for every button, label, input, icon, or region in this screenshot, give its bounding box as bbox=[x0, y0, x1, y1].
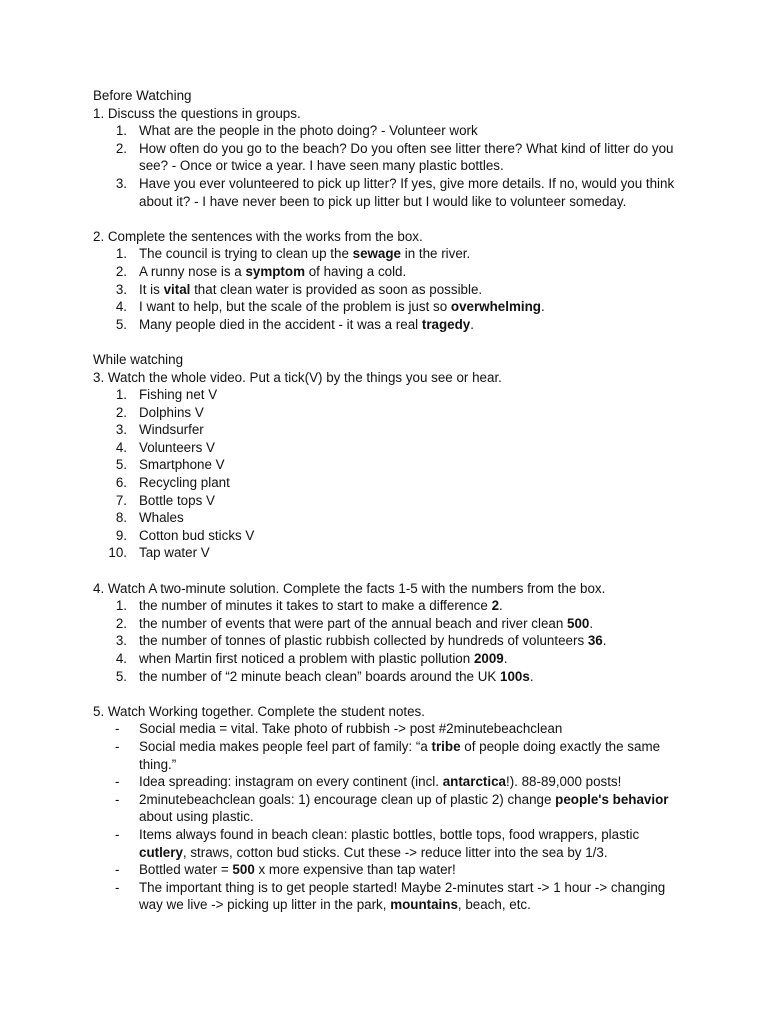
text-run: Dolphins V bbox=[139, 404, 204, 420]
text-run: of people doing exactly the same thing.” bbox=[139, 738, 661, 772]
note-item bbox=[93, 826, 683, 861]
answer-text: 2009 bbox=[473, 651, 504, 666]
answer-text: cutlery bbox=[139, 844, 183, 860]
item-number: 3. bbox=[115, 633, 127, 649]
section-2 bbox=[93, 228, 683, 334]
list-item bbox=[93, 122, 683, 140]
text-run: The council is trying to clean up the bbox=[139, 246, 353, 262]
item-number: 2. bbox=[115, 404, 127, 420]
item-number: 1. bbox=[115, 387, 127, 403]
text-run: Whales bbox=[139, 510, 184, 526]
list-item bbox=[93, 316, 683, 334]
text-run: . bbox=[529, 668, 534, 684]
list-item bbox=[93, 263, 683, 281]
item-text bbox=[139, 299, 545, 314]
text-run: the number of tonnes of plastic rubbish collected by hundreds of volunteers bbox=[139, 633, 588, 649]
section-1 bbox=[93, 87, 683, 210]
question-instruction: 5. Watch Working together. Complete the student notes. bbox=[93, 703, 425, 719]
text-run: 2minutebeachclean goals: 1) encourage clean up of plastic 2) change bbox=[139, 791, 556, 807]
question-instruction: 3. Watch the whole video. Put a tick(V) by the things you see or hear. bbox=[93, 369, 502, 385]
text-run: Volunteers V bbox=[139, 439, 215, 455]
text-run: Bottled water = bbox=[139, 862, 233, 878]
item-text bbox=[139, 880, 665, 913]
text-run: Windsurfer bbox=[139, 422, 204, 438]
section-3 bbox=[93, 351, 683, 562]
note-item bbox=[93, 773, 683, 791]
list-item bbox=[93, 474, 683, 492]
note-item bbox=[93, 861, 683, 879]
item-text bbox=[139, 827, 639, 860]
item-text bbox=[139, 598, 503, 613]
text-run: that clean water is provided as soon as possible. bbox=[190, 281, 483, 297]
numbered-list bbox=[93, 597, 683, 685]
dash-marker: - bbox=[115, 826, 120, 842]
text-run: Bottle tops V bbox=[139, 492, 215, 508]
answer-text: symptom bbox=[245, 263, 305, 279]
list-item bbox=[93, 492, 683, 510]
text-run: A runny nose is a bbox=[139, 263, 246, 279]
question-instruction: 4. Watch A two-minute solution. Complete the facts 1-5 with the numbers from the box. bbox=[93, 580, 606, 596]
list-item bbox=[93, 509, 683, 527]
dash-marker: - bbox=[115, 879, 120, 895]
item-text bbox=[139, 792, 668, 825]
text-run: x more expensive than tap water! bbox=[254, 862, 456, 878]
answer-text: tribe bbox=[431, 738, 461, 754]
item-text bbox=[139, 282, 482, 297]
note-item bbox=[93, 738, 683, 773]
text-run: The important thing is to get people started! Maybe 2-minutes start -> 1 hour -> changing way we live -> picking up litter in the park, bbox=[139, 879, 666, 913]
list-item bbox=[93, 404, 683, 422]
item-number: 3. bbox=[115, 281, 127, 297]
section-heading: While watching bbox=[93, 351, 184, 367]
list-item bbox=[93, 650, 683, 668]
answer-text: overwhelming bbox=[450, 299, 541, 315]
answer-text: vital bbox=[163, 281, 191, 297]
item-number: 2. bbox=[115, 615, 127, 631]
item-text bbox=[139, 721, 562, 736]
list-item bbox=[93, 668, 683, 686]
item-number: 9. bbox=[115, 527, 127, 543]
text-run: Tap water V bbox=[139, 545, 210, 561]
answer-text: tragedy bbox=[421, 316, 471, 332]
list-item bbox=[93, 456, 683, 474]
item-text bbox=[139, 633, 607, 648]
list-item bbox=[93, 527, 683, 545]
section-4 bbox=[93, 580, 683, 686]
item-text bbox=[139, 422, 204, 437]
answer-text: mountains bbox=[390, 897, 458, 913]
text-run: . bbox=[602, 633, 607, 649]
text-run: . bbox=[503, 651, 508, 666]
section-spacer bbox=[93, 333, 683, 351]
list-item bbox=[93, 245, 683, 263]
dash-marker: - bbox=[115, 721, 120, 737]
item-number: 6. bbox=[115, 475, 127, 491]
list-item bbox=[93, 544, 683, 562]
list-item bbox=[93, 140, 683, 175]
list-item bbox=[93, 421, 683, 439]
text-run: Many people died in the accident - it was a real bbox=[139, 316, 422, 332]
section-spacer bbox=[93, 210, 683, 228]
text-run: Idea spreading: instagram on every continent (incl. bbox=[139, 774, 443, 790]
text-run: . bbox=[589, 615, 594, 631]
answer-text: 500 bbox=[567, 615, 590, 631]
numbered-list bbox=[93, 245, 683, 333]
text-run: the number of “2 minute beach clean” boards around the UK bbox=[139, 668, 501, 684]
item-number: 4. bbox=[115, 299, 127, 315]
item-text bbox=[139, 475, 230, 490]
list-item bbox=[93, 597, 683, 615]
item-text bbox=[139, 246, 470, 261]
numbered-list bbox=[93, 122, 683, 210]
item-text bbox=[139, 493, 215, 508]
item-number: 3. bbox=[115, 422, 127, 438]
item-text bbox=[139, 616, 593, 631]
item-text bbox=[139, 651, 507, 666]
section-spacer bbox=[93, 685, 683, 703]
item-number: 5. bbox=[115, 457, 127, 473]
text-run: How often do you go to the beach? Do you often see litter there? What kind of litter do you see? - Once or twice a year. I have seen many plastic bottles. bbox=[139, 140, 674, 174]
text-run: of having a cold. bbox=[304, 263, 407, 279]
dash-marker: - bbox=[115, 862, 120, 878]
text-run: Items always found in beach clean: plastic bottles, bottle tops, food wrappers, plastic bbox=[139, 826, 640, 842]
document-body bbox=[93, 87, 683, 914]
text-run: . bbox=[499, 598, 503, 614]
item-text bbox=[139, 141, 673, 174]
note-item bbox=[93, 879, 683, 914]
item-number: 4. bbox=[115, 439, 127, 455]
item-text bbox=[139, 669, 534, 684]
list-item bbox=[93, 632, 683, 650]
answer-text: 100s bbox=[500, 668, 530, 684]
question-instruction: 2. Complete the sentences with the works from the box. bbox=[93, 228, 423, 244]
item-text bbox=[139, 440, 215, 455]
item-number: 7. bbox=[115, 492, 127, 508]
notes-list bbox=[93, 720, 683, 914]
text-run: Social media = vital. Take photo of rubbish -> post #2minutebeachclean bbox=[139, 721, 563, 737]
text-run: Fishing net V bbox=[139, 387, 218, 403]
answer-text: antarctica bbox=[442, 774, 506, 790]
text-run: !). 88-89,000 posts! bbox=[505, 774, 622, 790]
item-text bbox=[139, 545, 210, 560]
item-number: 1. bbox=[115, 598, 127, 614]
item-number: 2. bbox=[115, 263, 127, 279]
item-text bbox=[139, 862, 456, 877]
item-number: 5. bbox=[115, 316, 127, 332]
text-run: I want to help, but the scale of the problem is just so bbox=[139, 299, 451, 315]
text-run: What are the people in the photo doing? - Volunteer work bbox=[139, 123, 478, 139]
answer-text: people's behavior bbox=[555, 791, 669, 807]
dash-marker: - bbox=[115, 738, 120, 754]
numbered-list bbox=[93, 386, 683, 562]
text-run: . bbox=[540, 299, 545, 315]
item-number: 3. bbox=[115, 175, 127, 191]
question-instruction: 1. Discuss the questions in groups. bbox=[93, 105, 301, 121]
section-5 bbox=[93, 703, 683, 914]
item-text bbox=[139, 405, 204, 420]
answer-text: 36 bbox=[587, 633, 603, 649]
item-text bbox=[139, 123, 478, 138]
item-number: 1. bbox=[115, 246, 127, 262]
item-number: 8. bbox=[115, 510, 127, 526]
list-item bbox=[93, 439, 683, 457]
list-item bbox=[93, 615, 683, 633]
text-run: Have you ever volunteered to pick up litter? If yes, give more details. If no, would you think about it? - I have never been to pick up litter but I would like to volunteer someday. bbox=[139, 175, 675, 209]
list-item bbox=[93, 281, 683, 299]
answer-text: 500 bbox=[232, 862, 255, 878]
text-run: Recycling plant bbox=[139, 475, 230, 491]
text-run: the number of minutes it takes to start to make a difference bbox=[139, 598, 492, 614]
text-run: Smartphone V bbox=[139, 457, 225, 473]
item-number: 10. bbox=[108, 545, 127, 561]
item-text bbox=[139, 176, 674, 209]
text-run: , beach, etc. bbox=[457, 897, 531, 913]
item-number: 4. bbox=[115, 651, 127, 666]
text-run: Social media makes people feel part of family: “a bbox=[139, 738, 432, 754]
item-number: 5. bbox=[115, 668, 127, 684]
text-run: the number of events that were part of the annual beach and river clean bbox=[139, 615, 568, 631]
answer-text: sewage bbox=[352, 246, 402, 262]
list-item bbox=[93, 298, 683, 316]
text-run: Cotton bud sticks V bbox=[139, 527, 255, 543]
text-run: about using plastic. bbox=[139, 809, 254, 825]
item-text bbox=[139, 510, 184, 525]
dash-marker: - bbox=[115, 774, 120, 790]
item-text bbox=[139, 774, 621, 789]
item-text bbox=[139, 317, 474, 332]
text-run: . bbox=[470, 316, 474, 332]
list-item bbox=[93, 175, 683, 210]
item-text bbox=[139, 457, 225, 472]
text-run: It is bbox=[139, 281, 164, 297]
list-item bbox=[93, 386, 683, 404]
item-number: 1. bbox=[115, 123, 127, 139]
item-text bbox=[139, 264, 406, 279]
item-text bbox=[139, 387, 217, 402]
text-run: when Martin first noticed a problem with plastic pollution bbox=[139, 651, 474, 666]
answer-text: 2 bbox=[491, 598, 500, 614]
item-number: 2. bbox=[115, 140, 127, 156]
dash-marker: - bbox=[115, 791, 120, 807]
section-spacer bbox=[93, 562, 683, 580]
note-item bbox=[93, 791, 683, 826]
note-item bbox=[93, 720, 683, 738]
section-heading: Before Watching bbox=[93, 88, 192, 103]
text-run: in the river. bbox=[401, 246, 471, 262]
item-text bbox=[139, 739, 660, 772]
text-run: , straws, cotton bud sticks. Cut these -> reduce litter into the sea by 1/3. bbox=[182, 844, 608, 860]
item-text bbox=[139, 528, 254, 543]
